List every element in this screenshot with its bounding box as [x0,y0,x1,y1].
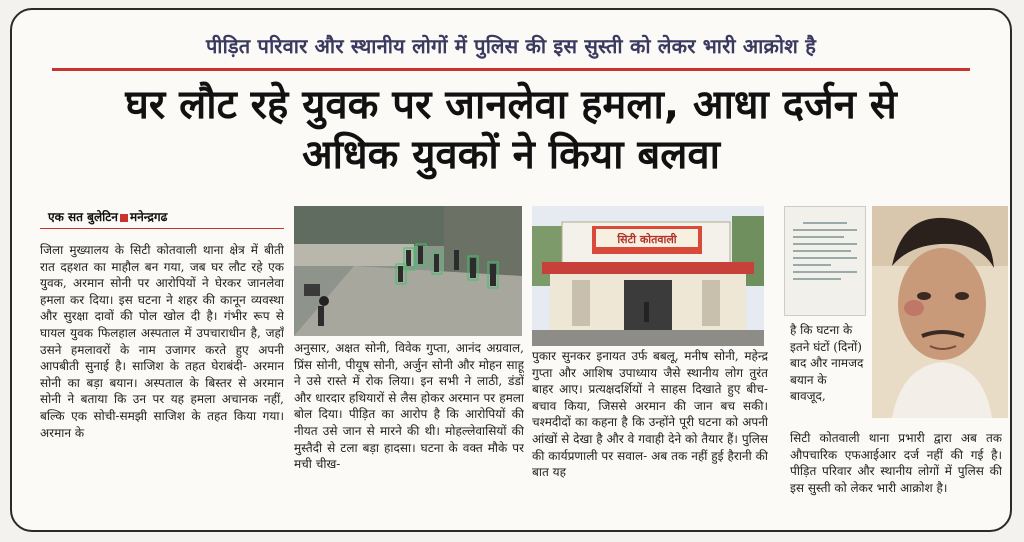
article-column-1: जिला मुख्यालय के सिटी कोतवाली थाना क्षेत्र में बीती रात दहशत का माहौल बन गया, जब घर लौट रहे एक युवक, अरमान सोनी पर आरोपियों ने घेरकर जानलेवा हमला कर दिया। इस घटना ने शहर की कानून व्यवस्था और सुरक्षा दावों की पोल खोल दी है। गंभीर रूप से घायल युवक फिलहाल अस्पताल में उपचाराधीन है, जहाँ उसने हमलावरों के नाम उजागर करते हुए अपनी आपबीती सुनाई है। साजिश के तहत घेराबंदी- अरमान सोनी का बड़ा बयान। अस्पताल के बिस्तर से अरमान सोनी ने बताया कि उन पर यह हमला अचानक नहीं, बल्कि एक सोची-समझी साजिश के तहत किया गया। अरमान के [40,243,284,440]
article-column-2: अनुसार, अक्षत सोनी, विवेक गुप्ता, आनंद अग्रवाल, प्रिंस सोनी, पीयूष सोनी, अर्जुन सोनी और मोहन साहू ने उसे रास्ते में रोक लिया। इन सभी ने लाठी, डंडों और धारदार हथियारों से लैस होकर अरमान पर हमला बोल दिया। पीड़ित का आरोप है कि आरोपियों की नीयत उसे जान से मारने की थी। मोहल्लेवासियों की मुस्तैदी से टला बड़ा हादसा। घटना के वक्त मौके पर मची चीख- [294,341,524,472]
station-sign-text: सिटी कोतवाली [617,233,677,246]
complaint-document-photo [784,206,866,316]
headline [32,80,990,180]
article-column-3: पुकार सुनकर इनायत उर्फ बबलू, मनीष सोनी, महेन्द्र गुप्ता और आशिष उपाध्याय जैसे स्थानीय लोग तुरंत बाहर आए। प्रत्यक्षदर्शियों ने साहस दिखाते हुए बीच-बचाव किया, जिससे अरमान की जान बच सकी। चश्मदीदों का कहना है कि उन्होंने पूरी घटना को अपनी आंखों से देखा है और वे गवाही देने को तैयार हैं। पुलिस की कार्यप्रणाली पर सवाल- अब तक नहीं हुई हैरानी की बात यह [532,349,768,480]
dateline-place: मनेन्द्रगढ [129,210,168,224]
police-station-photo [532,206,764,346]
cctv-street-photo [294,206,522,336]
newspaper-clipping [10,8,1012,532]
article-column-4-top: है कि घटना के इतने घंटों (दिनों) बाद और नामजद बयान के बावजूद, [790,323,864,404]
bullet-square-icon [120,214,128,222]
dateline [48,208,280,225]
article-column-4-bottom: सिटी कोतवाली थाना प्रभारी द्वारा अब तक औपचारिक एफआईआर दर्ज नहीं की गई है। पीड़ित परिवार और स्थानीय लोगों में पुलिस की इस सुस्ती को लेकर भारी आक्रोश है। [790,431,1002,495]
headline-line-1: घर लौट रहे युवक पर जानलेवा हमला, आधा दर्जन से [125,82,897,128]
red-divider [52,68,970,71]
dateline-divider [40,228,284,229]
dateline-source: एक सत बुलेटिन [48,210,118,224]
kicker-subheadline: पीड़ित परिवार और स्थानीय लोगों में पुलिस की इस सुस्ती को लेकर भारी आक्रोश है [205,34,817,58]
headline-line-2: अधिक युवकों ने किया बलवा [302,132,720,178]
injured-youth-photo [872,206,1008,418]
